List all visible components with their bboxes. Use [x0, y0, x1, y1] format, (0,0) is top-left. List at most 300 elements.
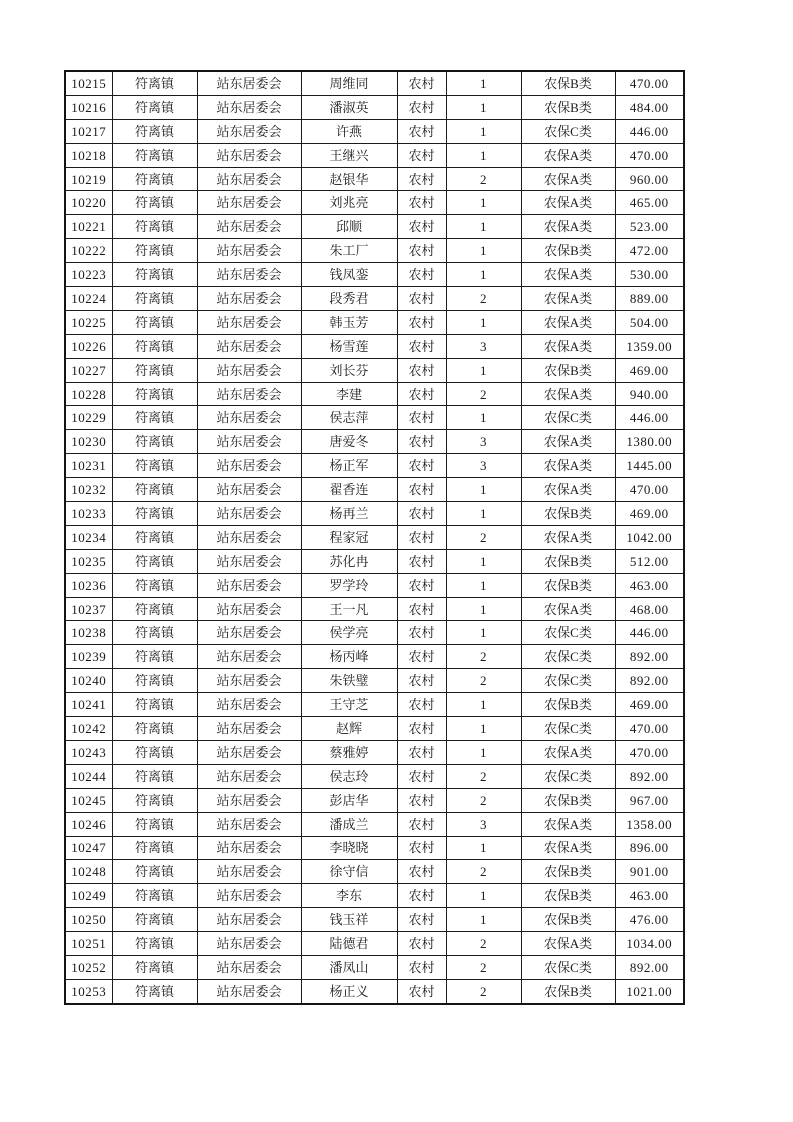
table-row: [65, 191, 684, 215]
cell-residence: 农村: [397, 717, 446, 741]
cell-committee: 站东居委会: [197, 573, 301, 597]
table-row: [65, 979, 684, 1003]
table-row: [65, 908, 684, 932]
cell-amount: 470.00: [615, 740, 684, 764]
cell-type: 农保C类: [521, 764, 615, 788]
cell-residence: 农村: [397, 95, 446, 119]
cell-committee: 站东居委会: [197, 549, 301, 573]
cell-type: 农保C类: [521, 621, 615, 645]
cell-residence: 农村: [397, 263, 446, 287]
table-row: [65, 764, 684, 788]
cell-committee: 站东居委会: [197, 979, 301, 1003]
cell-committee: 站东居委会: [197, 95, 301, 119]
cell-type: 农保B类: [521, 239, 615, 263]
cell-town: 符离镇: [112, 621, 197, 645]
cell-town: 符离镇: [112, 310, 197, 334]
cell-committee: 站东居委会: [197, 406, 301, 430]
cell-town: 符离镇: [112, 645, 197, 669]
cell-name: 杨丙峰: [301, 645, 397, 669]
cell-committee: 站东居委会: [197, 788, 301, 812]
cell-name: 潘成兰: [301, 812, 397, 836]
cell-amount: 889.00: [615, 287, 684, 311]
cell-amount: 530.00: [615, 263, 684, 287]
cell-committee: 站东居委会: [197, 215, 301, 239]
cell-residence: 农村: [397, 740, 446, 764]
cell-committee: 站东居委会: [197, 334, 301, 358]
cell-id: 10233: [65, 502, 112, 526]
cell-count: 1: [446, 119, 521, 143]
cell-id: 10245: [65, 788, 112, 812]
cell-id: 10242: [65, 717, 112, 741]
cell-name: 苏化冉: [301, 549, 397, 573]
cell-committee: 站东居委会: [197, 669, 301, 693]
table-row: [65, 454, 684, 478]
cell-id: 10220: [65, 191, 112, 215]
cell-committee: 站东居委会: [197, 836, 301, 860]
cell-town: 符离镇: [112, 549, 197, 573]
cell-town: 符离镇: [112, 191, 197, 215]
cell-type: 农保B类: [521, 908, 615, 932]
cell-count: 1: [446, 549, 521, 573]
cell-residence: 农村: [397, 955, 446, 979]
cell-amount: 468.00: [615, 597, 684, 621]
cell-type: 农保B类: [521, 358, 615, 382]
cell-name: 李晓晓: [301, 836, 397, 860]
cell-committee: 站东居委会: [197, 287, 301, 311]
cell-count: 1: [446, 478, 521, 502]
table-row: [65, 740, 684, 764]
cell-town: 符离镇: [112, 525, 197, 549]
cell-name: 侯志萍: [301, 406, 397, 430]
cell-type: 农保C类: [521, 406, 615, 430]
cell-amount: 1380.00: [615, 430, 684, 454]
cell-type: 农保B类: [521, 502, 615, 526]
cell-id: 10244: [65, 764, 112, 788]
cell-type: 农保C类: [521, 669, 615, 693]
cell-id: 10239: [65, 645, 112, 669]
cell-amount: 470.00: [615, 71, 684, 95]
cell-name: 彭店华: [301, 788, 397, 812]
table-row: [65, 382, 684, 406]
cell-town: 符离镇: [112, 406, 197, 430]
cell-committee: 站东居委会: [197, 358, 301, 382]
cell-id: 10232: [65, 478, 112, 502]
cell-town: 符离镇: [112, 71, 197, 95]
cell-amount: 472.00: [615, 239, 684, 263]
cell-committee: 站东居委会: [197, 908, 301, 932]
cell-amount: 469.00: [615, 358, 684, 382]
cell-amount: 896.00: [615, 836, 684, 860]
table-row: [65, 478, 684, 502]
cell-count: 2: [446, 669, 521, 693]
table-row: [65, 597, 684, 621]
cell-count: 2: [446, 645, 521, 669]
cell-town: 符离镇: [112, 215, 197, 239]
cell-name: 王守芝: [301, 693, 397, 717]
cell-type: 农保A类: [521, 215, 615, 239]
cell-id: 10231: [65, 454, 112, 478]
cell-amount: 892.00: [615, 669, 684, 693]
cell-town: 符离镇: [112, 143, 197, 167]
cell-residence: 农村: [397, 788, 446, 812]
cell-residence: 农村: [397, 334, 446, 358]
cell-count: 2: [446, 764, 521, 788]
cell-type: 农保A类: [521, 143, 615, 167]
cell-type: 农保B类: [521, 979, 615, 1003]
cell-id: 10228: [65, 382, 112, 406]
cell-residence: 农村: [397, 358, 446, 382]
cell-town: 符离镇: [112, 454, 197, 478]
cell-id: 10229: [65, 406, 112, 430]
cell-type: 农保A类: [521, 334, 615, 358]
cell-amount: 901.00: [615, 860, 684, 884]
cell-id: 10221: [65, 215, 112, 239]
cell-committee: 站东居委会: [197, 525, 301, 549]
cell-town: 符离镇: [112, 860, 197, 884]
cell-committee: 站东居委会: [197, 621, 301, 645]
cell-committee: 站东居委会: [197, 119, 301, 143]
cell-id: 10248: [65, 860, 112, 884]
table-row: [65, 932, 684, 956]
cell-amount: 1034.00: [615, 932, 684, 956]
table-row: [65, 573, 684, 597]
cell-committee: 站东居委会: [197, 310, 301, 334]
cell-id: 10224: [65, 287, 112, 311]
cell-town: 符离镇: [112, 836, 197, 860]
cell-count: 2: [446, 167, 521, 191]
cell-amount: 476.00: [615, 908, 684, 932]
cell-count: 1: [446, 502, 521, 526]
cell-id: 10223: [65, 263, 112, 287]
cell-committee: 站东居委会: [197, 597, 301, 621]
table-row: [65, 406, 684, 430]
cell-count: 1: [446, 693, 521, 717]
cell-name: 赵银华: [301, 167, 397, 191]
cell-committee: 站东居委会: [197, 502, 301, 526]
cell-type: 农保B类: [521, 71, 615, 95]
cell-name: 朱铁璧: [301, 669, 397, 693]
cell-id: 10249: [65, 884, 112, 908]
cell-id: 10215: [65, 71, 112, 95]
table-row: [65, 502, 684, 526]
cell-town: 符离镇: [112, 334, 197, 358]
cell-name: 徐守信: [301, 860, 397, 884]
cell-residence: 农村: [397, 143, 446, 167]
cell-count: 3: [446, 454, 521, 478]
cell-count: 2: [446, 932, 521, 956]
cell-type: 农保A类: [521, 932, 615, 956]
cell-name: 杨正军: [301, 454, 397, 478]
cell-amount: 1358.00: [615, 812, 684, 836]
cell-amount: 523.00: [615, 215, 684, 239]
cell-committee: 站东居委会: [197, 191, 301, 215]
cell-residence: 农村: [397, 191, 446, 215]
cell-type: 农保A类: [521, 812, 615, 836]
cell-name: 周维同: [301, 71, 397, 95]
cell-type: 农保A类: [521, 525, 615, 549]
cell-residence: 农村: [397, 979, 446, 1003]
cell-name: 杨正义: [301, 979, 397, 1003]
cell-committee: 站东居委会: [197, 955, 301, 979]
cell-residence: 农村: [397, 932, 446, 956]
cell-amount: 1042.00: [615, 525, 684, 549]
cell-town: 符离镇: [112, 955, 197, 979]
cell-name: 段秀君: [301, 287, 397, 311]
cell-count: 2: [446, 525, 521, 549]
cell-count: 3: [446, 812, 521, 836]
cell-name: 许燕: [301, 119, 397, 143]
cell-count: 2: [446, 860, 521, 884]
cell-type: 农保A类: [521, 263, 615, 287]
cell-residence: 农村: [397, 525, 446, 549]
cell-amount: 446.00: [615, 119, 684, 143]
table-body: [65, 71, 684, 1004]
cell-type: 农保B类: [521, 573, 615, 597]
cell-town: 符离镇: [112, 167, 197, 191]
cell-name: 王继兴: [301, 143, 397, 167]
cell-name: 罗学玲: [301, 573, 397, 597]
cell-name: 李东: [301, 884, 397, 908]
table-row: [65, 215, 684, 239]
cell-type: 农保A类: [521, 454, 615, 478]
cell-residence: 农村: [397, 310, 446, 334]
cell-residence: 农村: [397, 502, 446, 526]
cell-count: 2: [446, 287, 521, 311]
table-row: [65, 693, 684, 717]
table-row: [65, 525, 684, 549]
cell-count: 2: [446, 788, 521, 812]
table-row: [65, 645, 684, 669]
cell-committee: 站东居委会: [197, 143, 301, 167]
cell-committee: 站东居委会: [197, 812, 301, 836]
cell-town: 符离镇: [112, 740, 197, 764]
cell-count: 1: [446, 884, 521, 908]
cell-count: 2: [446, 955, 521, 979]
table-row: [65, 860, 684, 884]
cell-residence: 农村: [397, 215, 446, 239]
cell-town: 符离镇: [112, 95, 197, 119]
cell-count: 1: [446, 406, 521, 430]
cell-id: 10218: [65, 143, 112, 167]
cell-amount: 1021.00: [615, 979, 684, 1003]
cell-name: 钱玉祥: [301, 908, 397, 932]
table-row: [65, 310, 684, 334]
table-row: [65, 119, 684, 143]
cell-name: 陆德君: [301, 932, 397, 956]
cell-amount: 463.00: [615, 573, 684, 597]
cell-amount: 1359.00: [615, 334, 684, 358]
cell-id: 10225: [65, 310, 112, 334]
cell-town: 符离镇: [112, 239, 197, 263]
cell-type: 农保A类: [521, 167, 615, 191]
table-row: [65, 549, 684, 573]
cell-residence: 农村: [397, 597, 446, 621]
cell-type: 农保A类: [521, 310, 615, 334]
cell-id: 10243: [65, 740, 112, 764]
cell-amount: 967.00: [615, 788, 684, 812]
cell-id: 10234: [65, 525, 112, 549]
table-row: [65, 287, 684, 311]
cell-amount: 512.00: [615, 549, 684, 573]
cell-amount: 504.00: [615, 310, 684, 334]
cell-count: 3: [446, 334, 521, 358]
cell-town: 符离镇: [112, 788, 197, 812]
cell-residence: 农村: [397, 908, 446, 932]
cell-residence: 农村: [397, 454, 446, 478]
cell-amount: 470.00: [615, 143, 684, 167]
cell-name: 杨雪莲: [301, 334, 397, 358]
cell-committee: 站东居委会: [197, 884, 301, 908]
cell-residence: 农村: [397, 478, 446, 502]
cell-type: 农保B类: [521, 693, 615, 717]
cell-committee: 站东居委会: [197, 71, 301, 95]
cell-type: 农保C类: [521, 119, 615, 143]
cell-amount: 469.00: [615, 693, 684, 717]
cell-amount: 463.00: [615, 884, 684, 908]
table-row: [65, 263, 684, 287]
cell-town: 符离镇: [112, 358, 197, 382]
table-row: [65, 884, 684, 908]
cell-count: 2: [446, 382, 521, 406]
cell-type: 农保B类: [521, 549, 615, 573]
cell-amount: 469.00: [615, 502, 684, 526]
cell-name: 程家冠: [301, 525, 397, 549]
table-row: [65, 812, 684, 836]
cell-name: 邱顺: [301, 215, 397, 239]
cell-count: 1: [446, 908, 521, 932]
cell-id: 10238: [65, 621, 112, 645]
table-row: [65, 358, 684, 382]
cell-committee: 站东居委会: [197, 167, 301, 191]
table-row: [65, 955, 684, 979]
cell-id: 10252: [65, 955, 112, 979]
cell-town: 符离镇: [112, 812, 197, 836]
cell-type: 农保A类: [521, 287, 615, 311]
cell-committee: 站东居委会: [197, 645, 301, 669]
cell-residence: 农村: [397, 860, 446, 884]
cell-residence: 农村: [397, 287, 446, 311]
cell-amount: 892.00: [615, 645, 684, 669]
cell-town: 符离镇: [112, 502, 197, 526]
cell-town: 符离镇: [112, 263, 197, 287]
cell-count: 1: [446, 191, 521, 215]
cell-count: 1: [446, 597, 521, 621]
cell-amount: 960.00: [615, 167, 684, 191]
table-row: [65, 669, 684, 693]
table-row: [65, 836, 684, 860]
cell-town: 符离镇: [112, 884, 197, 908]
cell-amount: 470.00: [615, 717, 684, 741]
cell-name: 蔡雅婷: [301, 740, 397, 764]
cell-town: 符离镇: [112, 597, 197, 621]
cell-town: 符离镇: [112, 717, 197, 741]
cell-id: 10217: [65, 119, 112, 143]
cell-committee: 站东居委会: [197, 454, 301, 478]
cell-type: 农保B类: [521, 860, 615, 884]
cell-residence: 农村: [397, 836, 446, 860]
cell-committee: 站东居委会: [197, 478, 301, 502]
cell-residence: 农村: [397, 573, 446, 597]
cell-count: 1: [446, 621, 521, 645]
cell-name: 王一凡: [301, 597, 397, 621]
table-row: [65, 143, 684, 167]
cell-residence: 农村: [397, 119, 446, 143]
cell-residence: 农村: [397, 812, 446, 836]
cell-type: 农保A类: [521, 740, 615, 764]
cell-id: 10241: [65, 693, 112, 717]
cell-town: 符离镇: [112, 382, 197, 406]
cell-committee: 站东居委会: [197, 717, 301, 741]
cell-committee: 站东居委会: [197, 740, 301, 764]
cell-residence: 农村: [397, 669, 446, 693]
cell-amount: 940.00: [615, 382, 684, 406]
cell-residence: 农村: [397, 406, 446, 430]
cell-name: 唐爱冬: [301, 430, 397, 454]
cell-count: 1: [446, 143, 521, 167]
cell-id: 10246: [65, 812, 112, 836]
cell-committee: 站东居委会: [197, 764, 301, 788]
cell-count: 1: [446, 95, 521, 119]
cell-type: 农保A类: [521, 597, 615, 621]
cell-count: 1: [446, 740, 521, 764]
cell-amount: 892.00: [615, 764, 684, 788]
cell-id: 10226: [65, 334, 112, 358]
cell-count: 1: [446, 239, 521, 263]
cell-residence: 农村: [397, 693, 446, 717]
cell-count: 1: [446, 358, 521, 382]
cell-residence: 农村: [397, 549, 446, 573]
cell-name: 刘长芬: [301, 358, 397, 382]
cell-name: 李建: [301, 382, 397, 406]
cell-type: 农保B类: [521, 95, 615, 119]
cell-town: 符离镇: [112, 478, 197, 502]
cell-id: 10235: [65, 549, 112, 573]
cell-id: 10250: [65, 908, 112, 932]
cell-id: 10253: [65, 979, 112, 1003]
cell-residence: 农村: [397, 71, 446, 95]
table-row: [65, 430, 684, 454]
cell-amount: 892.00: [615, 955, 684, 979]
cell-town: 符离镇: [112, 573, 197, 597]
cell-committee: 站东居委会: [197, 693, 301, 717]
table-row: [65, 71, 684, 95]
cell-committee: 站东居委会: [197, 430, 301, 454]
cell-name: 刘兆亮: [301, 191, 397, 215]
cell-town: 符离镇: [112, 287, 197, 311]
cell-committee: 站东居委会: [197, 860, 301, 884]
cell-type: 农保A类: [521, 191, 615, 215]
cell-town: 符离镇: [112, 430, 197, 454]
cell-type: 农保C类: [521, 645, 615, 669]
cell-type: 农保C类: [521, 955, 615, 979]
cell-residence: 农村: [397, 167, 446, 191]
cell-residence: 农村: [397, 430, 446, 454]
cell-count: 1: [446, 263, 521, 287]
cell-amount: 470.00: [615, 478, 684, 502]
cell-type: 农保A类: [521, 430, 615, 454]
cell-name: 潘淑英: [301, 95, 397, 119]
cell-type: 农保B类: [521, 884, 615, 908]
table-row: [65, 621, 684, 645]
table-row: [65, 717, 684, 741]
cell-name: 侯学亮: [301, 621, 397, 645]
table-row: [65, 334, 684, 358]
cell-id: 10216: [65, 95, 112, 119]
cell-amount: 465.00: [615, 191, 684, 215]
cell-type: 农保A类: [521, 478, 615, 502]
cell-id: 10222: [65, 239, 112, 263]
cell-amount: 446.00: [615, 621, 684, 645]
